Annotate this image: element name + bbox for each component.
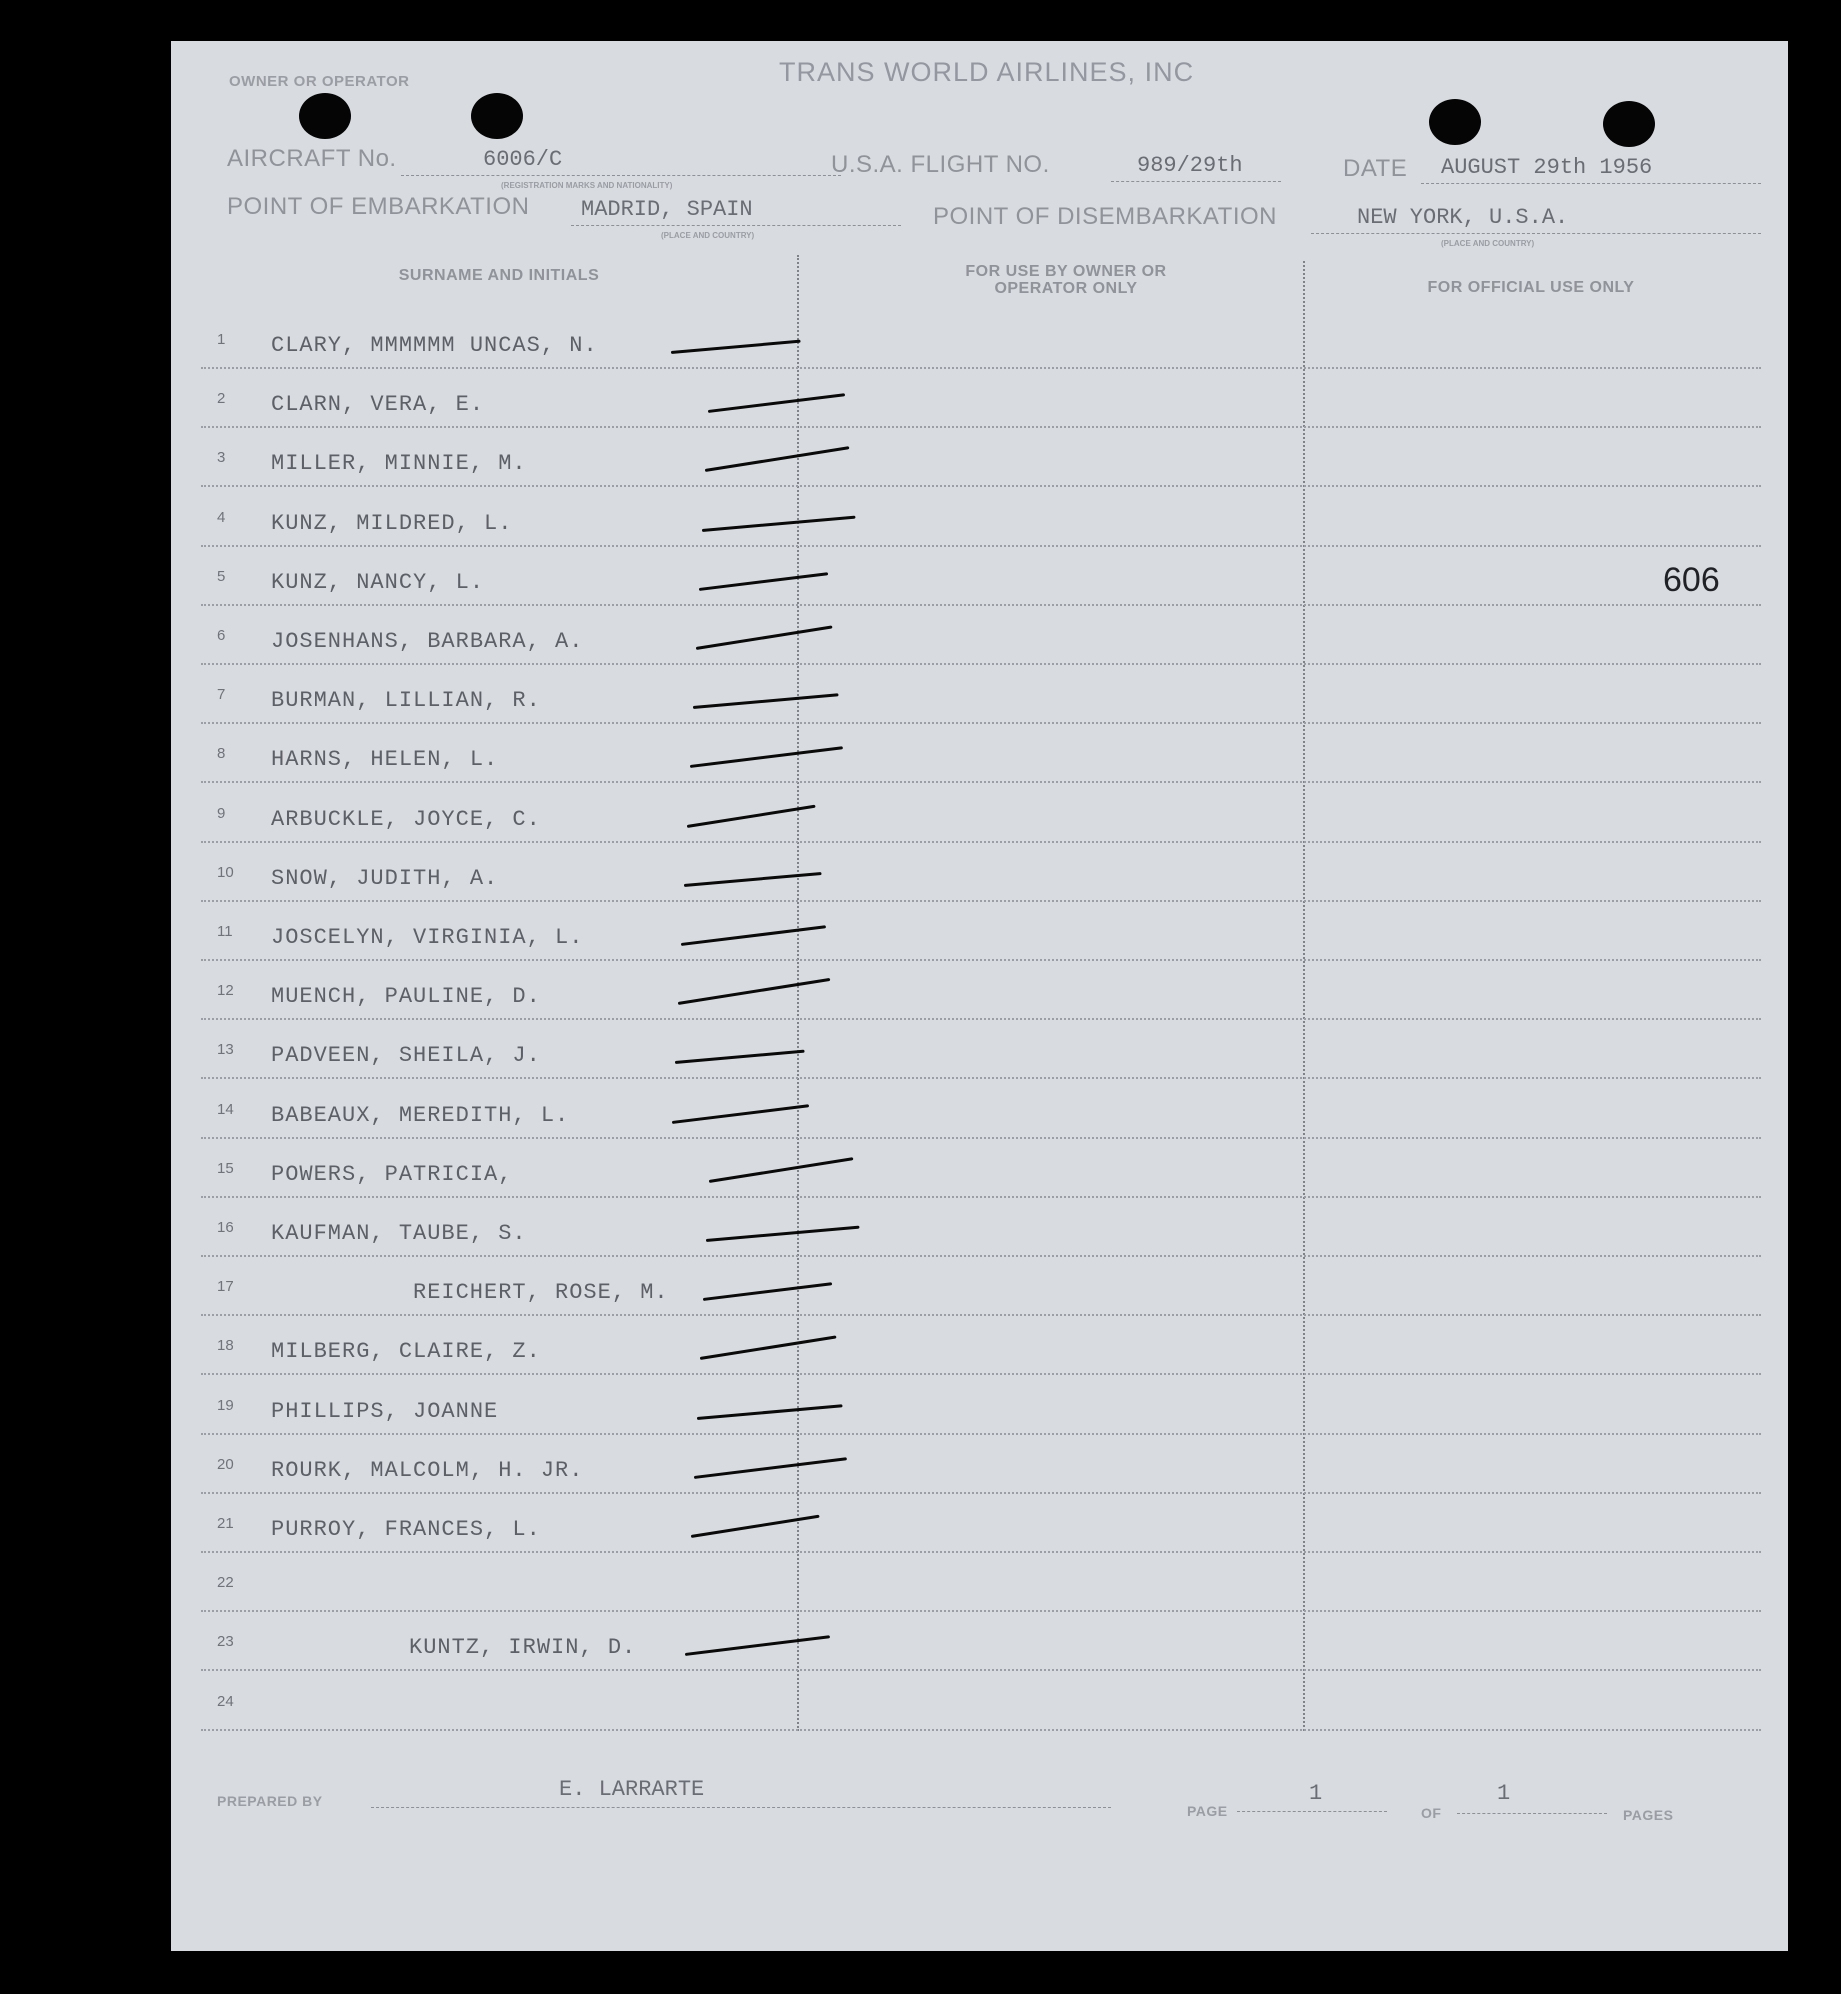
disembark-label: POINT OF DISEMBARKATION	[933, 203, 1277, 230]
row-number: 16	[217, 1219, 234, 1236]
embark-label: POINT OF EMBARKATION	[227, 193, 530, 220]
row-rule	[201, 722, 1761, 724]
aircraft-caption: (REGISTRATION MARKS AND NATIONALITY)	[501, 181, 673, 190]
row-number: 14	[217, 1100, 234, 1118]
row-number: 22	[217, 1574, 234, 1592]
date-value: AUGUST 29th 1956	[1441, 155, 1653, 180]
row-number: 3	[217, 449, 226, 467]
row-rule	[201, 1551, 1761, 1553]
prepared-label: PREPARED BY	[217, 1793, 323, 1809]
passenger-name: CLARN, VERA, E.	[271, 392, 485, 418]
passenger-name: PHILLIPS, JOANNE	[271, 1398, 499, 1424]
row-rule	[201, 1433, 1761, 1435]
passenger-name: MILLER, MINNIE, M.	[271, 451, 527, 477]
company-name: TRANS WORLD AIRLINES, INC	[779, 57, 1195, 87]
passenger-name: PURROY, FRANCES, L.	[271, 1517, 541, 1542]
row-rule	[201, 1137, 1761, 1139]
row-number: 9	[217, 804, 226, 822]
check-mark	[671, 340, 801, 354]
row-rule	[201, 959, 1761, 961]
passenger-name: ARBUCKLE, JOYCE, C.	[271, 806, 541, 832]
row-rule	[201, 485, 1761, 487]
check-mark	[694, 1457, 847, 1479]
date-label: DATE	[1343, 155, 1408, 182]
embark-value: MADRID, SPAIN	[581, 197, 753, 222]
disembark-value: NEW YORK, U.S.A.	[1357, 205, 1569, 230]
aircraft-label: AIRCRAFT No.	[227, 145, 397, 172]
row-rule	[201, 1729, 1761, 1731]
row-rule	[201, 1255, 1761, 1257]
row-rule	[201, 1492, 1761, 1494]
passenger-name: MILBERG, CLAIRE, Z.	[271, 1339, 541, 1365]
embark-caption: (PLACE AND COUNTRY)	[661, 231, 755, 240]
passenger-name: KUNTZ, IRWIN, D.	[409, 1635, 637, 1661]
manifest-page	[171, 41, 1788, 1951]
stamp-number: 606	[1663, 561, 1720, 599]
check-mark	[672, 1104, 809, 1124]
of-label: OF	[1421, 1805, 1442, 1821]
row-number: 6	[217, 627, 226, 644]
passenger-name: KUNZ, MILDRED, L.	[271, 510, 513, 536]
check-mark	[706, 1226, 860, 1242]
punch-hole	[1603, 101, 1655, 147]
check-mark	[678, 978, 831, 1005]
check-mark	[703, 1282, 832, 1301]
page-value: 1	[1309, 1781, 1323, 1806]
row-rule	[201, 1077, 1761, 1079]
row-number: 20	[217, 1455, 234, 1473]
row-rule	[201, 367, 1761, 369]
punch-hole	[1429, 99, 1481, 145]
row-number: 18	[217, 1337, 234, 1355]
row-number: 11	[217, 923, 233, 940]
passenger-name: JOSCELYN, VIRGINIA, L.	[271, 925, 584, 950]
col-head-name: SURNAME AND INITIALS	[398, 267, 600, 284]
check-mark	[684, 872, 822, 887]
passenger-name: SNOW, JUDITH, A.	[271, 865, 499, 891]
col-head-official: FOR OFFICIAL USE ONLY	[1427, 279, 1635, 296]
row-number: 13	[217, 1041, 234, 1059]
passenger-name: KUNZ, NANCY, L.	[271, 569, 485, 595]
owner-label: OWNER OR OPERATOR	[229, 73, 410, 90]
row-rule	[201, 1314, 1761, 1316]
row-number: 24	[217, 1692, 234, 1710]
check-mark	[681, 925, 826, 946]
prepared-value: E. LARRARTE	[559, 1777, 705, 1802]
column-divider	[1303, 261, 1305, 1731]
col-head-owner: FOR USE BY OWNER OR OPERATOR ONLY	[965, 263, 1167, 297]
punch-hole	[299, 93, 351, 139]
check-mark	[699, 572, 828, 591]
row-rule	[201, 604, 1761, 606]
check-mark	[697, 1404, 843, 1420]
check-mark	[691, 1515, 820, 1538]
check-mark	[708, 393, 845, 413]
passenger-name: REICHERT, ROSE, M.	[413, 1280, 669, 1306]
row-number: 2	[217, 390, 226, 408]
row-rule	[201, 545, 1761, 547]
of-value: 1	[1497, 1781, 1511, 1806]
row-rule	[201, 1018, 1761, 1020]
row-rule	[201, 900, 1761, 902]
column-divider	[797, 255, 799, 1731]
punch-hole	[471, 93, 523, 139]
passenger-name: PADVEEN, SHEILA, J.	[271, 1043, 541, 1069]
row-number: 4	[217, 508, 226, 526]
row-rule	[201, 426, 1761, 428]
row-rule	[201, 1669, 1761, 1671]
flight-value: 989/29th	[1137, 153, 1243, 178]
row-number: 21	[217, 1515, 234, 1532]
passenger-name: ROURK, MALCOLM, H. JR.	[271, 1457, 584, 1483]
check-mark	[675, 1050, 805, 1064]
row-rule	[201, 1373, 1761, 1375]
disembark-caption: (PLACE AND COUNTRY)	[1441, 239, 1535, 248]
check-mark	[709, 1157, 854, 1183]
check-mark	[696, 625, 833, 650]
row-number: 23	[217, 1633, 234, 1651]
passenger-name: MUENCH, PAULINE, D.	[271, 984, 541, 1010]
passenger-name: HARNS, HELEN, L.	[271, 747, 499, 773]
row-number: 7	[217, 686, 226, 704]
row-rule	[201, 1610, 1761, 1612]
passenger-name: BURMAN, LILLIAN, R.	[271, 688, 541, 714]
aircraft-value: 6006/C	[483, 147, 563, 172]
row-number: 19	[217, 1396, 234, 1414]
row-rule	[201, 781, 1761, 783]
row-rule	[201, 1196, 1761, 1198]
pages-label: PAGES	[1623, 1807, 1674, 1823]
passenger-name: CLARY, MMMMMM UNCAS, N.	[271, 333, 598, 358]
row-rule	[201, 663, 1761, 665]
flight-label: U.S.A. FLIGHT NO.	[831, 151, 1050, 178]
check-mark	[693, 693, 839, 709]
row-number: 10	[217, 863, 234, 881]
passenger-name: KAUFMAN, TAUBE, S.	[271, 1221, 527, 1246]
check-mark	[702, 515, 856, 531]
row-rule	[201, 841, 1761, 843]
row-number: 12	[217, 982, 234, 1000]
check-mark	[685, 1636, 830, 1657]
check-mark	[700, 1336, 837, 1361]
row-number: 1	[217, 331, 226, 348]
passenger-name: POWERS, PATRICIA,	[271, 1161, 513, 1187]
row-number: 5	[217, 567, 226, 585]
passenger-name: BABEAUX, MEREDITH, L.	[271, 1102, 570, 1128]
row-number: 15	[217, 1159, 234, 1177]
check-mark	[690, 747, 843, 769]
row-number: 17	[217, 1278, 234, 1296]
row-number: 8	[217, 745, 226, 763]
check-mark	[705, 447, 850, 473]
page-label: PAGE	[1187, 1803, 1228, 1819]
passenger-name: JOSENHANS, BARBARA, A.	[271, 629, 584, 654]
